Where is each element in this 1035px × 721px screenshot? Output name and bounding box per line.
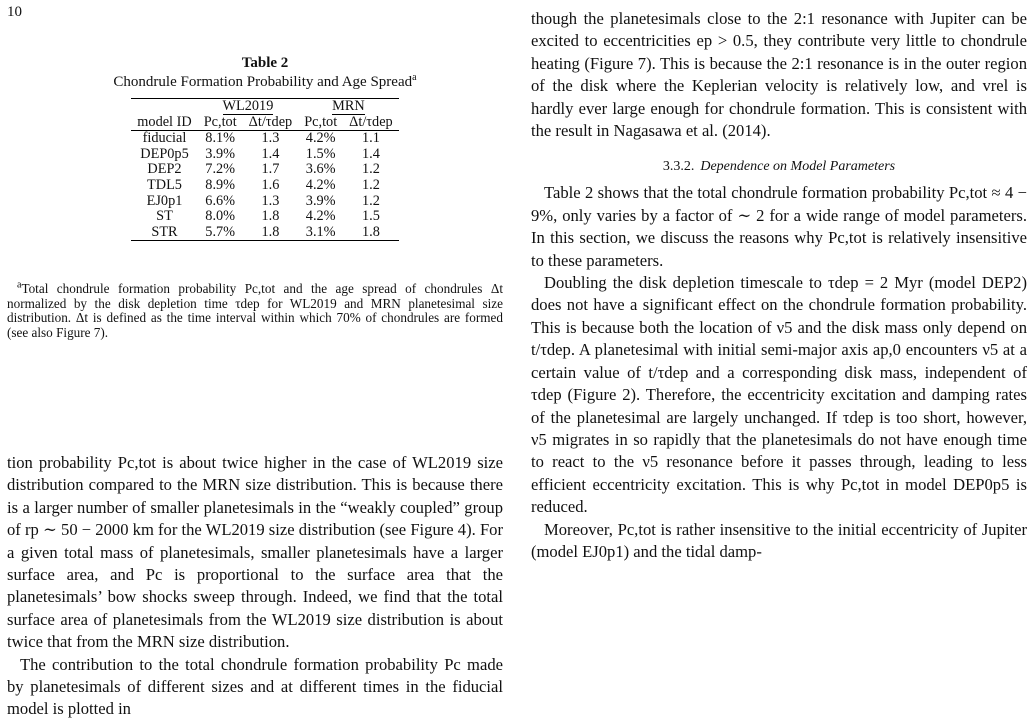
left-paragraph-1: tion probability Pc,tot is about twice higher in the case of WL2019 size distribution compared to the MRN size distribution. This is because there is a larger number of smaller planetesimals in the “weakly coupled” group of rp ∼ 50 − 2000 km for the WL2019 size distribution (see Figure 4). For a given total mass of planetesimals, smaller planetesimals have a larger surface area, and Pc is proportional to the surface area that the planetesimals’ bow shocks sweep through. Indeed, we find that the total surface area of planetesimals from the WL2019 size distribution is about twice that from the MRN size distribution. [7,453,503,652]
table-cell: 1.8 [261,208,280,225]
table-row [131,209,398,225]
data-table [131,98,398,241]
right-paragraph-2: Table 2 shows that the total chondrule formation probability Pc,tot ≈ 4 − 9%, only varies by a factor of ∼ 2 for a wide range of model parameters. In this section, we discuss the reasons why Pc,tot is relatively insensitive to these parameters. [531,183,1027,270]
page-number: 10 [7,4,22,20]
table-row [131,225,398,241]
model-id-cell: EJ0p1 [146,192,183,209]
subsection-number: 3.3.2. [662,159,695,175]
left-column [7,452,503,721]
left-paragraph-2: The contribution to the total chondrule formation probability Pc made by planetesimals of different sizes and at different times in the fiducial model is plotted in [7,654,503,719]
right-paragraph-3: Doubling the disk depletion timescale to τdep = 2 Myr (model DEP2) does not have a significant effect on the chondrule formation probability. This is because both the location of ν5 and the disk mass only depend on t/τdep. A planetesimal with initial semi-major axis ap,0 encounters ν5 at a certain value of t/τdep and a corresponding disk mass, independent of τdep (Figure 2). Therefore, the eccentricity excitation and damping rates of the planetesimal are largely unchanged. If τdep is too short, however, ν5 migrates in so rapidly that the planetesimals do not have enough time to react to the ν5 resonance before it passes through, leading to less efficient eccentricity excitation. This is why Pc,tot in model DEP0p5 is reduced. [531,273,1027,517]
column-header: model ID [131,115,197,131]
right-paragraph-1: though the planetesimals close to the 2:1 resonance with Jupiter can be excited to eccentricities ep > 0.5, they contribute very little to chondrule heating (Figure 7). This is because the 2:1 resonance is in the outer region of the disk where the Keplerian velocity is relatively low, and vrel is hardly ever large enough for chondrule formation. This is consistent with the result in Nagasawa et al. (2014). [531,9,1027,141]
table-cell: 1.6 [261,176,280,193]
table-cell: 1.8 [243,225,299,241]
footnote-text: Total chondrule formation probability Pc,tot and the age spread of chondrules Δt normalized by the disk depletion time τdep for WL2019 and MRN planetesimal size distribution. Δt is defined as the time interval within which 70% of chondrules are formed (see also Figure 7). [7,281,503,340]
column-header: Pc,tot [298,115,343,131]
column-header: Δt/τdep [343,115,399,131]
table-cell: 1.3 [261,130,280,147]
table-row [131,194,398,210]
table-row [131,131,398,147]
group-header-mrn: MRN [298,99,399,115]
table-caption [60,54,470,92]
model-id-cell: DEP2 [147,161,182,178]
table-cell: 1.4 [261,145,280,162]
table-row [131,162,398,178]
table-cell: 7.2% [205,161,236,178]
model-id-cell: TDL5 [147,176,182,193]
table-cell: 3.9% [205,145,236,162]
table-title: Chondrule Formation Probability and Age Spread [113,74,413,90]
table-cell: 1.5% [305,145,336,162]
table-cell: 1.4 [362,145,380,162]
table-cell: 3.9% [305,192,336,209]
table-cell: 1.3 [261,192,280,209]
right-paragraph-4: Moreover, Pc,tot is rather insensitive to the initial eccentricity of Jupiter (model EJ0p1) and the tidal damp- [531,519,1027,561]
table-cell: 1.1 [362,130,380,147]
table-cell: 3.6% [305,161,336,178]
table-label: Table 2 [241,55,289,71]
table-2 [60,54,470,241]
table-cell: 1.5 [362,208,380,225]
table-row [131,178,398,194]
right-column [531,8,1027,563]
model-id-cell: DEP0p5 [140,145,189,162]
table-cell: 1.2 [362,176,380,193]
table-cell: 3.1% [298,225,343,241]
table-cell: 8.9% [205,176,236,193]
model-id-cell: STR [131,225,197,241]
table-cell: 8.0% [205,208,236,225]
table-cell: 5.7% [198,225,243,241]
column-header: Pc,tot [198,115,243,131]
table-cell: 8.1% [205,130,236,147]
table-row [131,147,398,163]
group-header-wl2019: WL2019 [198,99,299,115]
table-cell: 4.2% [305,208,336,225]
table-cell: 1.8 [343,225,399,241]
table-cell: 1.7 [261,161,280,178]
subsection-heading [531,156,1027,178]
subsection-title: Dependence on Model Parameters [700,159,896,175]
table-cell: 4.2% [305,130,336,147]
table-cell: 1.2 [362,161,380,178]
table-footnote [7,279,503,340]
column-header: Δt/τdep [243,115,299,131]
table-cell: 6.6% [205,192,236,209]
table-cell: 1.2 [362,192,380,209]
model-id-cell: ST [156,208,173,225]
model-id-cell: fiducial [142,130,187,147]
table-cell: 4.2% [305,176,336,193]
table-caption-mark: a [412,72,417,83]
footnote-mark: a [17,279,22,291]
group-header-spacer [131,99,197,115]
